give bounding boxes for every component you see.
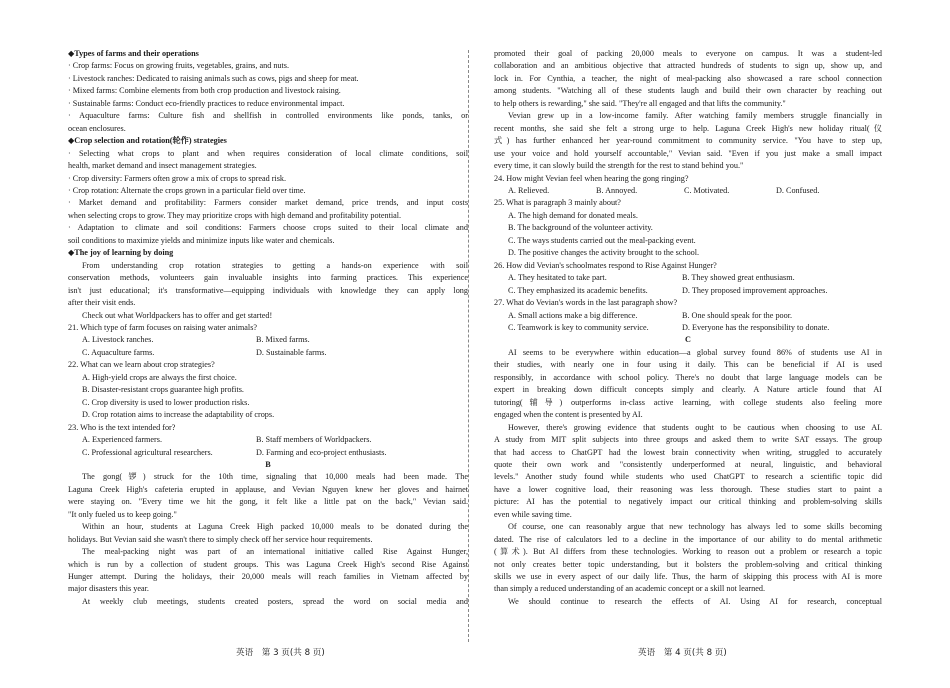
text-line: among students. "Watching all of these students laugh and build their own character by reaching out [494,86,882,96]
text-line: · Crop diversity: Farmers often grow a mix of crops to spread risk. [68,173,287,183]
answer-option: D. Sustainable farms. [256,347,327,357]
text-line: · Mixed farms: Combine elements from both crop production and livestock raising. [68,86,341,96]
passage-label: C [685,335,691,345]
answer-option: B. They showed great enthusiasm. [682,273,795,283]
text-line: From understanding crop rotation strategies to getting a hands-on experience with soil [82,260,468,270]
text-line: recent months, she said she felt a strong urge to help. Laguna Creek High's new holiday ritual(仪 [494,123,882,133]
text-line: which is run by a collection of student groups. This was Laguna Creek High's second Rise Against [68,559,468,569]
text-line: The meal-packing night was part of an international initiative called Rise Against Hunger, [82,547,468,557]
text-line: tutoring(辅导) outperforms in-class active learning, with college students also feeling more [494,397,882,407]
text-line: B. The background of the volunteer activity. [508,223,653,233]
text-line: have a lower cognitive load, their reasoning was less thorough. These studies start to paint a [494,484,882,494]
text-line: major disasters this year. [68,584,149,594]
answer-option: A. Small actions make a big difference. [508,310,638,320]
text-line: We should continue to research the effects of AI. Using AI for research, conceptual [508,596,882,606]
answer-options-row [494,322,882,334]
text-line: expert in breaking down difficult concepts simply and clearly. A Nature article found that AI [494,385,882,395]
text-line: A study from MIT split subjects into three groups and asked them to write SAT essays. The group [494,435,882,445]
text-line: levels." Another study found while students who used ChatGPT to research a scientific topic did [494,472,882,482]
question-stem: 26. How did Vevian's schoolmates respond to Rise Against Hunger? [494,260,717,270]
question-stem: 24. How might Vevian feel when hearing the gong ringing? [494,173,689,183]
answer-option: D. They proposed improvement approaches. [682,285,828,295]
section-heading: ◆Types of farms and their operations [68,49,199,58]
text-line: collaboration and an ambitious objective that attracted hundreds of students to sign up, show up, and [494,61,882,71]
text-line: · Crop rotation: Alternate the crops grown in a particular field over time. [68,185,306,195]
text-line: responsibly, in accordance with school policy. There's no doubt that large language models can be [494,372,882,382]
text-line: "It only fueled us to keep going." [68,509,177,519]
answer-option: D. Everyone has the responsibility to donate. [682,322,830,332]
text-line: Check out what Worldpackers has to offer and get started! [82,310,273,320]
question-stem: 27. What do Vevian's words in the last paragraph show? [494,298,678,308]
text-line: to help others is rewarding," she said. "They're all engaged and that lifts the community." [494,98,786,108]
text-line: health, market demand and insect management strategies. [68,161,257,171]
text-line: Hunger attempt. During the holidays, their 20,000 meals will reach families in Vietnam affected by [68,572,468,582]
text-line: · Selecting what crops to plant and when requires consideration of local climate conditions, soil [68,148,468,158]
section-heading: ◆The joy of learning by doing [68,248,174,258]
answer-option: C. Professional agricultural researchers. [82,447,213,457]
text-line: even while saving time. [494,509,572,519]
text-line: skills we use in every aspect of our daily life. Thus, the harm of skipping this process with AI is more [494,572,882,582]
answer-options-row [494,285,882,297]
text-line: C. Crop diversity is used to lower production risks. [82,397,250,407]
text-line: (算术). But AI differs from these technologies. Working to reason out a problem or research a topic [494,547,882,557]
text-line: Of course, one can reasonably argue that new technology has always led to some skills becoming [508,522,882,532]
answer-option: B. Mixed farms. [256,335,310,345]
text-line: B. Disaster-resistant crops guarantee high profits. [82,385,244,395]
left-column [68,48,468,608]
answer-option: A. Livestock ranches. [82,335,154,345]
answer-option: D. Confused. [776,185,820,195]
text-line: every time, it can slowly build the strength for the rest to stand behind you." [494,161,744,171]
text-line: use your voice and hold yourself accountable," Vevian said. "Even if you just make a small impact [494,148,882,158]
answer-option: A. They hesitated to take part. [508,273,607,283]
text-line: Laguna Creek High's cafeteria erupted in applause, and Vevian Nguyen knew her gloves and hairnet [68,484,468,494]
text-line: · Crop farms: Focus on growing fruits, vegetables, grains, and nuts. [68,61,290,71]
text-line: quote their own work and "consistently underperformed at neural, linguistic, and behavioral [494,459,882,469]
text-line: that had access to ChatGPT had the lowest brain connectivity when writing, struggled to accurately [494,447,882,457]
text-line: D. Crop rotation aims to increase the adaptability of crops. [82,410,275,420]
column-divider [468,50,469,642]
answer-options-row [494,310,882,322]
text-line: picture: AI has the potential to negatively impact our critical thinking and problem-solving skills [494,497,882,507]
question-stem: 22. What can we learn about crop strategies? [68,360,215,370]
passage-label: B [265,459,271,469]
answer-option: A. Relieved. [508,185,550,195]
text-line: not only creates better topic understanding, but it bolsters the problem-solving and critical thinking [494,559,882,569]
text-line: engaged when the content is presented by AI. [494,410,643,420]
text-line: after their visit ends. [68,298,136,308]
question-stem: 23. Who is the text intended for? [68,422,176,432]
answer-option: B. Staff members of Worldpackers. [256,435,372,445]
text-line: than simply a reduced understanding of an academic concept or a skill not learned. [494,584,765,594]
answer-options-row [494,185,882,197]
text-line: A. High-yield crops are always the first choice. [82,372,237,382]
text-line: conservation methods, volunteers gain invaluable insights into farming practices. This experience [68,273,468,283]
answer-option: B. Annoyed. [596,185,638,195]
text-line: their studies, with nearly one in four using it daily. This can be beneficial if AI is used [494,360,882,370]
text-line: · Aquaculture farms: Culture fish and shellfish in controlled environments like ponds, tanks, or [68,111,468,121]
answer-option: C. Motivated. [684,185,730,195]
text-line: holidays. But Vevian said she wasn't there to simply check off her service hour requirements. [68,534,373,544]
right-column [494,48,882,608]
page-footer-left: 英语 第 3 页(共 8 页) [236,648,325,658]
text-line: · Livestock ranches: Dedicated to raising animals such as cows, pigs and sheep for meat. [68,73,359,83]
text-line: AI seems to be everywhere within education—a global survey found 86% of students use AI in [508,347,882,357]
answer-option: C. Teamwork is key to community service. [508,322,649,332]
text-line: lock in. For Cynthia, a teacher, the night of meal-packing also showcased a rare school connection [494,73,882,83]
question-stem: 21. Which type of farm focuses on raising water animals? [68,322,258,332]
text-line: dated. The rise of calculators led to a decline in the importance of our ability to do mental arithmetic [494,534,882,544]
text-line: isn't just educational; it's transformative—equipping individuals with knowledge they can apply long [68,285,468,295]
text-line: At weekly club meetings, students created posters, spread the word on social media and [82,596,468,606]
answer-options-row [68,334,468,346]
answer-option: B. One should speak for the poor. [682,310,793,320]
text-line: promoted their goal of packing 20,000 meals to everyone on campus. It was a student-led [494,49,882,58]
text-line: A. The high demand for donated meals. [508,210,638,220]
text-line: Vevian grew up in a low-income family. After watching family members struggle financially in [508,111,882,121]
answer-options-row [68,347,468,359]
text-line: The gong(锣) struck for the 10th time, signaling that 10,000 meals had been made. The [82,472,468,482]
answer-options-row [68,434,468,446]
answer-options-row [494,272,882,284]
section-heading: ◆Crop selection and rotation(轮作) strategies [68,136,227,146]
text-line: C. The ways students carried out the meal-packing event. [508,235,696,245]
text-line: · Sustainable farms: Conduct eco-friendly practices to reduce environmental impact. [68,98,345,108]
answer-options-row [68,447,468,459]
text-line: were staying on. "Every time we hit the gong, it felt like a little pat on the back," Vevian said. [68,497,468,507]
text-line: ocean enclosures. [68,123,126,133]
answer-option: D. Farming and eco-project enthusiasts. [256,447,387,457]
answer-option: C. They emphasized its academic benefits. [508,285,648,295]
text-line: when selecting crops to grow. They may prioritize crops with high demand and profitability potential. [68,210,402,220]
answer-option: A. Experienced farmers. [82,435,163,445]
page-footer-right: 英语 第 4 页(共 8 页) [638,648,727,658]
text-line: D. The positive changes the activity brought to the school. [508,248,700,258]
text-line: soil conditions to maximize yields and minimize inputs like water and chemicals. [68,235,335,245]
text-line: However, there's growing evidence that students ought to be cautious when choosing to use AI. [508,422,882,432]
text-line: · Market demand and profitability: Farmers consider market demand, price trends, and input costs [68,198,468,208]
text-line: · Adaptation to climate and soil conditions: Farmers choose crops suited to their local climate and [68,223,468,233]
answer-option: C. Aquaculture farms. [82,347,155,357]
text-line: Within an hour, students at Laguna Creek High packed 10,000 meals to be donated during the [82,522,468,532]
text-line: 式) has further enhanced her year-round commitment to community service. "You have to step up, [494,136,882,146]
question-stem: 25. What is paragraph 3 mainly about? [494,198,621,208]
